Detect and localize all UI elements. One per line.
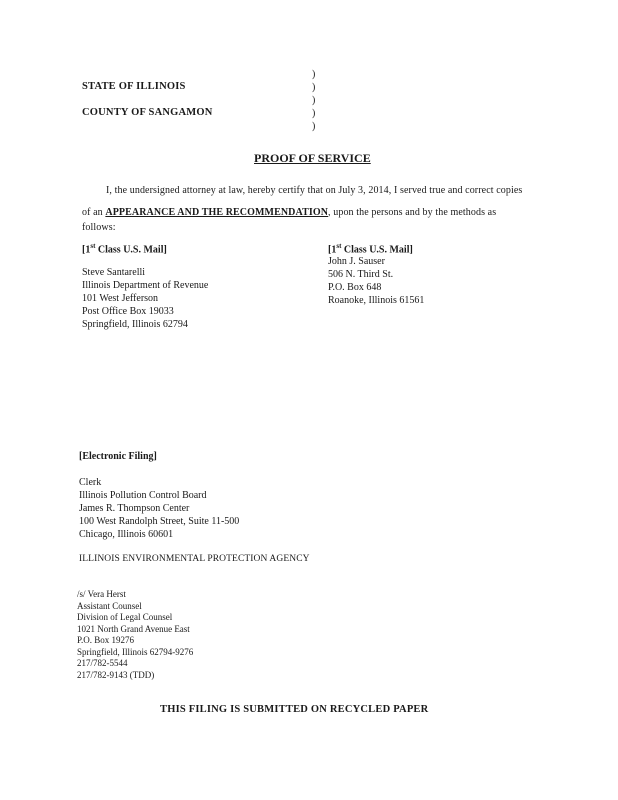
address-line: P.O. Box 648	[328, 282, 382, 293]
address-line: John J. Sauser	[328, 256, 385, 267]
county-caption: COUNTY OF SANGAMON	[82, 107, 213, 118]
intro-prefix: of an	[82, 207, 106, 218]
signature-line: Assistant Counsel	[77, 600, 142, 611]
address-line: 100 West Randolph Street, Suite 11-500	[79, 516, 240, 527]
caption-paren: )	[312, 108, 316, 119]
caption-paren: )	[312, 69, 316, 80]
signature-line: P.O. Box 19276	[77, 635, 135, 645]
state-caption: STATE OF ILLINOIS	[82, 81, 186, 92]
signature-line: 217/782-5544	[77, 658, 128, 668]
signature-line: 217/782-9143 (TDD)	[77, 669, 155, 680]
recipient-address-block	[328, 255, 424, 307]
intro-line-3: follows:	[82, 222, 116, 233]
recycled-paper-notice: THIS FILING IS SUBMITTED ON RECYCLED PAPER	[160, 704, 429, 715]
signature-line: /s/ Vera Herst	[77, 589, 126, 599]
recipient-address-block	[79, 476, 239, 541]
signature-line: 1021 North Grand Avenue East	[77, 623, 190, 634]
signature-block	[77, 589, 193, 681]
signature-line: Springfield, Illinois 62794-9276	[77, 646, 194, 657]
address-line: Steve Santarelli	[82, 267, 146, 278]
document-name: APPEARANCE AND THE RECOMMENDATION	[105, 207, 329, 218]
address-line: 101 West Jefferson	[82, 293, 159, 304]
intro-suffix: , upon the persons and by the methods as	[328, 207, 497, 218]
address-line: James R. Thompson Center	[79, 503, 190, 514]
address-line: Clerk	[79, 477, 102, 488]
recipient-address-block	[82, 266, 208, 331]
caption-paren: )	[312, 95, 316, 106]
agency-name: ILLINOIS ENVIRONMENTAL PROTECTION AGENCY	[79, 554, 310, 564]
address-line: Illinois Department of Revenue	[82, 280, 209, 291]
caption-parentheses	[312, 69, 315, 134]
address-line: Chicago, Illinois 60601	[79, 529, 174, 540]
intro-line-1: I, the undersigned attorney at law, hereby certify that on July 3, 2014, I served true and correct copies	[106, 185, 523, 196]
caption-paren: )	[312, 121, 316, 132]
address-line: Illinois Pollution Control Board	[79, 490, 207, 501]
service-method-label: [Electronic Filing]	[79, 451, 157, 462]
service-method-label: [1st Class U.S. Mail]	[328, 242, 413, 256]
signature-line: Division of Legal Counsel	[77, 612, 173, 622]
address-line: Springfield, Illinois 62794	[82, 319, 188, 330]
caption-paren: )	[312, 82, 316, 93]
document-title: PROOF OF SERVICE	[254, 151, 371, 165]
address-line: Post Office Box 19033	[82, 306, 174, 317]
service-method-label: [1st Class U.S. Mail]	[82, 242, 167, 256]
intro-line-2	[82, 207, 496, 218]
address-line: 506 N. Third St.	[328, 269, 394, 280]
address-line: Roanoke, Illinois 61561	[328, 295, 425, 306]
